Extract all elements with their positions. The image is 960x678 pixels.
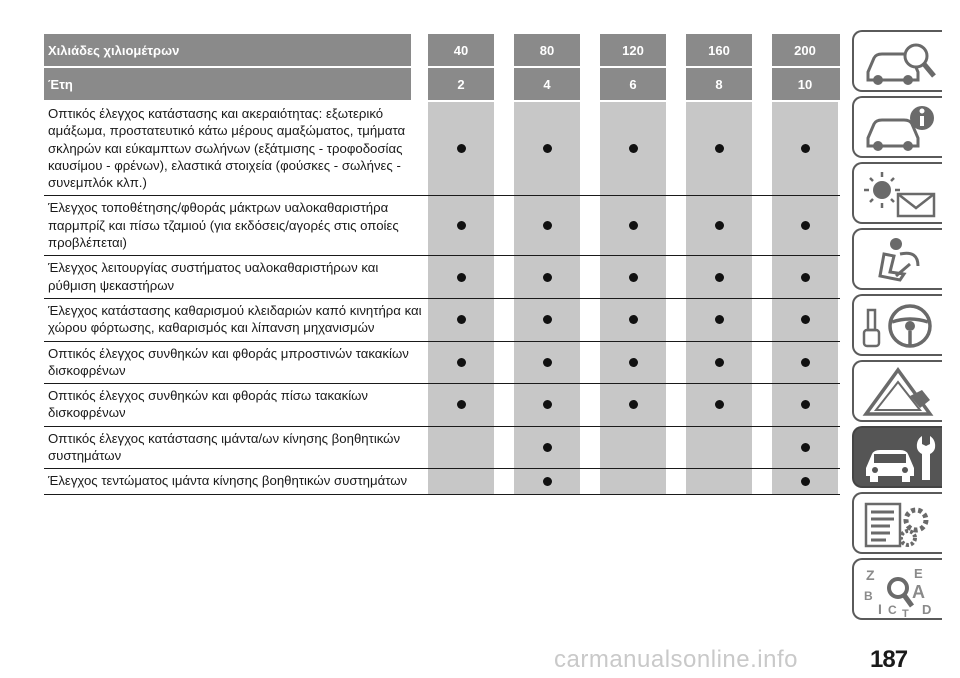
- interval-cell: [772, 196, 838, 255]
- check-dot: [543, 273, 552, 282]
- check-dot: [715, 144, 724, 153]
- col-gap: [580, 299, 600, 341]
- warning-triangle-icon: [860, 366, 940, 420]
- col-gap: [494, 427, 514, 469]
- col-gap: [494, 68, 514, 100]
- col-gap: [752, 384, 772, 426]
- index-letter-i: I: [878, 601, 882, 617]
- row-description: Έλεγχος κατάστασης καθαρισμού κλειδαριών καπό κινητήρα και χώρου φόρτωσης, καθαρισμός και λίπανση μηχανισμών: [48, 302, 422, 336]
- row-description: Έλεγχος τοποθέτησης/φθοράς μάκτρων υαλοκαθαριστήρα παρμπρίζ και πίσω τζαμιού (για εκδόσεις/αγορές στις οποίες προβλέπεται): [48, 200, 399, 251]
- check-dot: [543, 443, 552, 452]
- col-gap: [580, 256, 600, 298]
- table-row: [44, 427, 840, 470]
- col-gap: [666, 342, 686, 384]
- col-gap: [666, 102, 686, 195]
- col-gap: [580, 469, 600, 493]
- check-dot: [629, 400, 638, 409]
- col-gap: [666, 256, 686, 298]
- interval-cell: [772, 469, 838, 493]
- col-gap: [666, 68, 686, 100]
- check-dot: [543, 144, 552, 153]
- tab-starting-driving[interactable]: [852, 294, 942, 356]
- interval-cell: [514, 196, 580, 255]
- row-description: Έλεγχος λειτουργίας συστήματος υαλοκαθαριστήρων και ρύθμιση ψεκαστήρων: [48, 260, 379, 293]
- tab-warning-lights[interactable]: [852, 162, 942, 224]
- col-gap: [494, 384, 514, 426]
- table-row: [44, 196, 840, 256]
- interval-cell: [686, 469, 752, 493]
- header-years-label: Έτη: [48, 76, 73, 92]
- check-dot: [543, 315, 552, 324]
- header-year-10: 10: [772, 77, 838, 92]
- check-dot: [629, 144, 638, 153]
- col-gap: [666, 427, 686, 469]
- col-gap: [580, 427, 600, 469]
- check-dot: [801, 358, 810, 367]
- tab-specifications[interactable]: [852, 492, 942, 554]
- header-km-160: 160: [686, 43, 752, 58]
- check-dot: [457, 358, 466, 367]
- index-letter-b: B: [864, 589, 873, 603]
- row-description: Οπτικός έλεγχος κατάστασης και ακεραιότητας: εξωτερικό αμάξωμα, προστατευτικό κάτω μέρους αμαξώματος, τμήματα σκληρών και εύκαμπτων σωλήνων (εξάτμισης - τροφοδοσίας καυσίμου - φρένων), ελαστικά στοιχεία (φούσκες - σωλήνες - συνεμπλόκ κλπ.): [48, 106, 406, 191]
- check-dot: [629, 273, 638, 282]
- index-letter-c: C: [888, 603, 897, 617]
- interval-cell: [686, 102, 752, 195]
- col-gap: [752, 196, 772, 255]
- check-dot: [629, 358, 638, 367]
- col-gap: [666, 196, 686, 255]
- check-dot: [457, 221, 466, 230]
- col-gap: [494, 34, 514, 66]
- interval-cell: [428, 196, 494, 255]
- col-gap: [752, 427, 772, 469]
- interval-cell: [772, 299, 838, 341]
- maintenance-table: [44, 34, 840, 495]
- tab-emergency[interactable]: [852, 360, 942, 422]
- tab-maintenance[interactable]: [852, 426, 942, 488]
- col-gap: [580, 342, 600, 384]
- col-gap: [494, 469, 514, 493]
- index-letter-d: D: [922, 602, 932, 617]
- interval-cell: [428, 469, 494, 493]
- col-gap: [752, 102, 772, 195]
- header-year-2: 2: [428, 77, 494, 92]
- col-gap: [494, 102, 514, 195]
- check-dot: [629, 221, 638, 230]
- key-steering-wheel-icon: [860, 300, 940, 354]
- interval-cell: [686, 427, 752, 469]
- check-dot: [457, 273, 466, 282]
- header-km-label: Χιλιάδες χιλιομέτρων: [48, 42, 180, 58]
- interval-cell: [428, 384, 494, 426]
- seat-airbag-icon: [860, 234, 940, 288]
- index-letter-e: E: [914, 566, 923, 581]
- interval-cell: [514, 102, 580, 195]
- check-dot: [715, 315, 724, 324]
- row-description: Οπτικός έλεγχος συνθηκών και φθοράς πίσω τακακίων δισκοφρένων: [48, 388, 369, 421]
- col-gap: [666, 384, 686, 426]
- tab-index[interactable]: [852, 558, 942, 620]
- check-dot: [543, 358, 552, 367]
- interval-cell: [600, 469, 666, 493]
- check-dot: [715, 221, 724, 230]
- interval-cell: [772, 384, 838, 426]
- interval-cell: [428, 427, 494, 469]
- car-search-icon: [860, 36, 940, 90]
- col-gap: [580, 384, 600, 426]
- check-dot: [543, 221, 552, 230]
- interval-cell: [772, 342, 838, 384]
- header-year-6: 6: [600, 77, 666, 92]
- car-wrench-icon: [860, 432, 940, 486]
- spec-list-gear-icon: [860, 498, 940, 552]
- interval-cell: [600, 342, 666, 384]
- check-dot: [801, 443, 810, 452]
- check-dot: [715, 273, 724, 282]
- interval-cell: [514, 427, 580, 469]
- interval-cell: [514, 342, 580, 384]
- warning-light-envelope-icon: [860, 168, 940, 222]
- check-dot: [801, 221, 810, 230]
- header-years-row: [44, 68, 840, 102]
- header-km-40: 40: [428, 43, 494, 58]
- alphabet-index-icon: [860, 564, 940, 618]
- col-gap: [580, 196, 600, 255]
- check-dot: [457, 144, 466, 153]
- table-row: [44, 102, 840, 196]
- interval-cell: [686, 256, 752, 298]
- header-year-4: 4: [514, 77, 580, 92]
- col-gap: [752, 68, 772, 100]
- col-gap: [666, 469, 686, 493]
- watermark: carmanualsonline.info: [554, 646, 798, 673]
- col-gap: [494, 196, 514, 255]
- interval-cell: [686, 196, 752, 255]
- interval-cell: [428, 256, 494, 298]
- check-dot: [629, 315, 638, 324]
- interval-cell: [686, 342, 752, 384]
- col-gap: [494, 342, 514, 384]
- interval-cell: [686, 299, 752, 341]
- col-gap: [494, 256, 514, 298]
- row-description: Οπτικός έλεγχος κατάστασης ιμάντα/ων κίνησης βοηθητικών συστημάτων: [48, 430, 401, 464]
- table-row: [44, 384, 840, 427]
- check-dot: [543, 477, 552, 486]
- check-dot: [457, 400, 466, 409]
- interval-cell: [600, 102, 666, 195]
- row-description: Έλεγχος τεντώματος ιμάντα κίνησης βοηθητικών συστημάτων: [48, 473, 408, 489]
- interval-cell: [600, 384, 666, 426]
- row-description: Οπτικός έλεγχος συνθηκών και φθοράς μπροστινών τακακίων δισκοφρένων: [48, 345, 409, 378]
- tab-car-info[interactable]: [852, 96, 942, 158]
- check-dot: [543, 400, 552, 409]
- table-body: [44, 102, 840, 495]
- header-km-120: 120: [600, 43, 666, 58]
- interval-cell: [600, 427, 666, 469]
- header-year-8: 8: [686, 77, 752, 92]
- col-gap: [580, 102, 600, 195]
- header-gap: [411, 68, 428, 100]
- check-dot: [801, 477, 810, 486]
- check-dot: [801, 144, 810, 153]
- col-gap: [752, 469, 772, 493]
- check-dot: [457, 315, 466, 324]
- chapter-tabs: [852, 30, 944, 624]
- interval-cell: [772, 427, 838, 469]
- col-gap: [752, 342, 772, 384]
- page-number: 187: [870, 646, 908, 673]
- table-row: [44, 469, 840, 494]
- interval-cell: [514, 256, 580, 298]
- col-gap: [666, 34, 686, 66]
- check-dot: [801, 315, 810, 324]
- interval-cell: [686, 384, 752, 426]
- col-gap: [494, 299, 514, 341]
- interval-cell: [772, 102, 838, 195]
- interval-cell: [600, 196, 666, 255]
- index-letter-a: A: [912, 582, 925, 602]
- interval-cell: [428, 299, 494, 341]
- interval-cell: [428, 102, 494, 195]
- index-letter-t: T: [902, 608, 909, 618]
- table-row: [44, 342, 840, 385]
- header-km-200: 200: [772, 43, 838, 58]
- interval-cell: [514, 384, 580, 426]
- interval-cell: [514, 299, 580, 341]
- tab-car-search[interactable]: [852, 30, 942, 92]
- col-gap: [580, 34, 600, 66]
- col-gap: [580, 68, 600, 100]
- interval-cell: [600, 256, 666, 298]
- header-km-80: 80: [514, 43, 580, 58]
- interval-cell: [514, 469, 580, 493]
- table-row: [44, 299, 840, 342]
- col-gap: [752, 299, 772, 341]
- header-km-row: [44, 34, 840, 68]
- interval-cell: [772, 256, 838, 298]
- check-dot: [715, 400, 724, 409]
- interval-cell: [428, 342, 494, 384]
- col-gap: [666, 299, 686, 341]
- interval-cell: [600, 299, 666, 341]
- col-gap: [752, 34, 772, 66]
- col-gap: [752, 256, 772, 298]
- check-dot: [715, 358, 724, 367]
- table-row: [44, 256, 840, 299]
- header-gap: [411, 34, 428, 66]
- check-dot: [801, 273, 810, 282]
- car-info-icon: [860, 102, 940, 156]
- check-dot: [801, 400, 810, 409]
- tab-safety[interactable]: [852, 228, 942, 290]
- index-letter-z: Z: [866, 567, 875, 583]
